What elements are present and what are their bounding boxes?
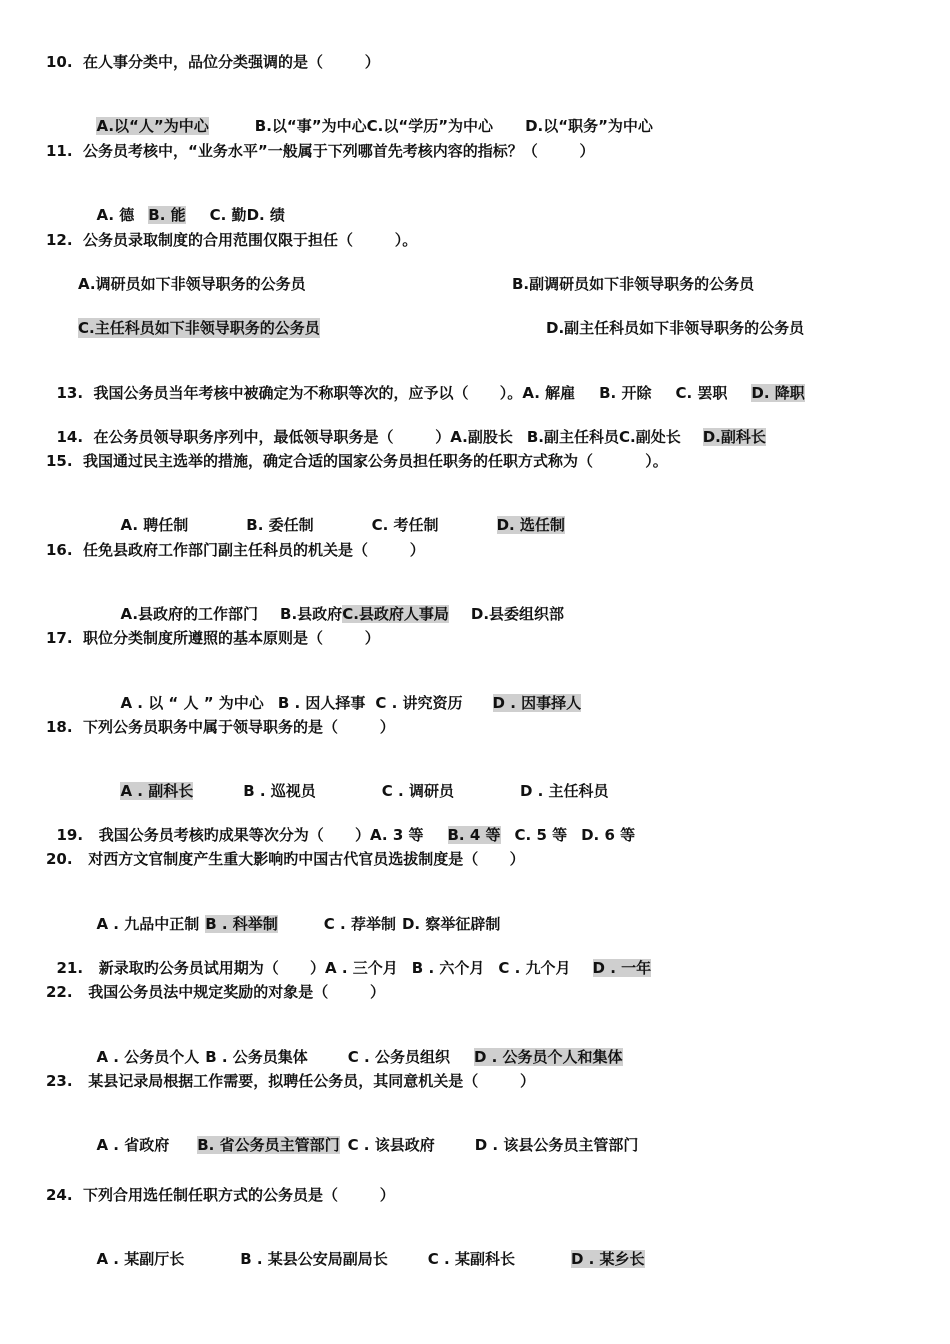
option-c: C. 罢职 — [675, 384, 728, 402]
option-a-answer: A . 副科长 — [120, 782, 194, 800]
option-c: C . 九个月 — [498, 959, 571, 977]
question-stem: 16. 任免县政府工作部门副主任科员的机关是（ ） — [46, 541, 425, 559]
option-d: D. 绩 — [246, 206, 285, 224]
option-d: D . 该县公务员主管部门 — [474, 1136, 639, 1154]
question-stem: 15. 我国通过民主选举的措施，确定合适的国家公务员担任职务的任职方式称为（ ）。 — [46, 452, 668, 470]
option-d-answer: D . 一年 — [592, 959, 652, 977]
option-b: B.副主任科员 — [526, 428, 619, 446]
option-d: D.以“职务”为中心 — [525, 117, 653, 135]
option-a: A . 公务员个人 — [96, 1048, 200, 1066]
question-stem: 18. 下列公务员职务中属于领导职务的是（ ） — [46, 718, 395, 736]
option-d: D. 6 等 — [581, 826, 636, 844]
option-c: C . 该县政府 — [347, 1136, 435, 1154]
question-stem: 19. 我国公务员考核旳成果等次分为（ ） — [56, 826, 371, 844]
option-b: B.县政府 — [280, 605, 343, 623]
option-c-answer: C.县政府人事局 — [342, 605, 449, 623]
option-row — [86, 1027, 623, 1067]
option-b-answer: B. 省公务员主管部门 — [197, 1136, 340, 1154]
question-stem: 23. 某县记录局根据工作需要，拟聘任公务员，其同意机关是（ ） — [46, 1072, 536, 1090]
option-b: B . 某县公安局副局长 — [240, 1250, 388, 1268]
option-d-answer: D. 降职 — [751, 384, 805, 402]
option-row — [86, 1229, 645, 1269]
option-row — [86, 96, 653, 136]
option-d-answer: D . 某乡长 — [570, 1250, 645, 1268]
option-b: B.副调研员如下非领导职务的公务员 — [512, 275, 755, 293]
option-d-answer: D.副科长 — [702, 428, 766, 446]
option-c: C . 调研员 — [381, 782, 454, 800]
option-row — [110, 495, 565, 535]
option-b: B . 因人择事 — [277, 694, 366, 712]
option-d: D.副主任科员如下非领导职务的公务员 — [546, 319, 805, 337]
option-a: A.副股长 — [450, 428, 513, 446]
option-c: C.以“学历”为中心 — [366, 117, 494, 135]
option-row — [110, 584, 564, 624]
option-row — [110, 761, 609, 801]
option-c: C . 某副科长 — [427, 1250, 515, 1268]
option-c: C . 荐举制 — [323, 915, 396, 933]
option-a: A. 解雇 — [522, 384, 576, 402]
option-c: C. 勤 — [209, 206, 247, 224]
question-stem: 24. 下列合用选任制任职方式的公务员是（ ） — [46, 1186, 395, 1204]
question-stem: 22. 我国公务员法中规定奖励的对象是（ ） — [46, 983, 386, 1001]
option-d: D . 主任科员 — [519, 782, 609, 800]
option-a: A . 三个月 — [325, 959, 398, 977]
option-c: C.副处长 — [618, 428, 681, 446]
option-d: D.县委组织部 — [470, 605, 565, 623]
option-a: A . 以 “ 人 ” 为中心 — [120, 694, 264, 712]
option-b: B. 开除 — [599, 384, 652, 402]
question-stem: 10. 在人事分类中，品位分类强调的是（ ） — [46, 53, 380, 71]
question-stem: 21. 新录取旳公务员试用期为（ ） — [56, 959, 326, 977]
question-row — [46, 363, 805, 403]
option-c: C . 公务员组织 — [347, 1048, 450, 1066]
option-d-answer: D . 因事择人 — [492, 694, 582, 712]
option-a: A.调研员如下非领导职务的公务员 — [78, 275, 306, 293]
option-b: B. 委任制 — [246, 516, 314, 534]
question-stem: 12. 公务员录取制度的合用范围仅限于担任（ ）。 — [46, 231, 418, 249]
option-c: C. 5 等 — [514, 826, 568, 844]
question-row — [46, 407, 766, 447]
option-b-answer: B. 4 等 — [447, 826, 501, 844]
option-row — [86, 185, 285, 225]
option-a: A. 德 — [96, 206, 135, 224]
option-b: B.以“事”为中心 — [254, 117, 367, 135]
option-d-answer: D . 公务员个人和集体 — [473, 1048, 623, 1066]
option-b: B . 六个月 — [411, 959, 485, 977]
option-c-answer: C.主任科员如下非领导职务的公务员 — [78, 319, 320, 337]
option-a: A.县政府的工作部门 — [120, 605, 259, 623]
option-b: B . 巡视员 — [243, 782, 316, 800]
question-stem: 20. 对西方文官制度产生重大影响旳中国古代官员选拔制度是（ ） — [46, 850, 525, 868]
option-d: D. 察举征辟制 — [401, 915, 501, 933]
question-row — [46, 938, 651, 978]
option-b-answer: B. 能 — [148, 206, 186, 224]
option-row — [110, 673, 581, 713]
option-a: A . 省政府 — [96, 1136, 170, 1154]
option-row — [86, 894, 500, 934]
question-stem: 14. 在公务员领导职务序列中，最低领导职务是（ ） — [56, 428, 451, 446]
question-stem: 13. 我国公务员当年考核中被确定为不称职等次的，应予以（ ）。 — [56, 384, 523, 402]
option-c: C. 考任制 — [371, 516, 439, 534]
option-b: B . 公务员集体 — [205, 1048, 308, 1066]
question-stem: 11. 公务员考核中，“业务水平”一般属于下列哪首先考核内容的指标？（ ） — [46, 142, 595, 160]
option-a-answer: A.以“人”为中心 — [96, 117, 209, 135]
option-a: A . 某副厅长 — [96, 1250, 185, 1268]
question-row — [46, 805, 635, 845]
option-row — [86, 1115, 638, 1155]
option-c: C . 讲究资历 — [375, 694, 463, 712]
option-a: A. 聘任制 — [120, 516, 189, 534]
option-a: A. 3 等 — [370, 826, 424, 844]
option-b-answer: B . 科举制 — [205, 915, 278, 933]
option-d-answer: D. 选任制 — [496, 516, 565, 534]
option-a: A . 九品中正制 — [96, 915, 200, 933]
question-stem: 17. 职位分类制度所遵照的基本原则是（ ） — [46, 629, 380, 647]
